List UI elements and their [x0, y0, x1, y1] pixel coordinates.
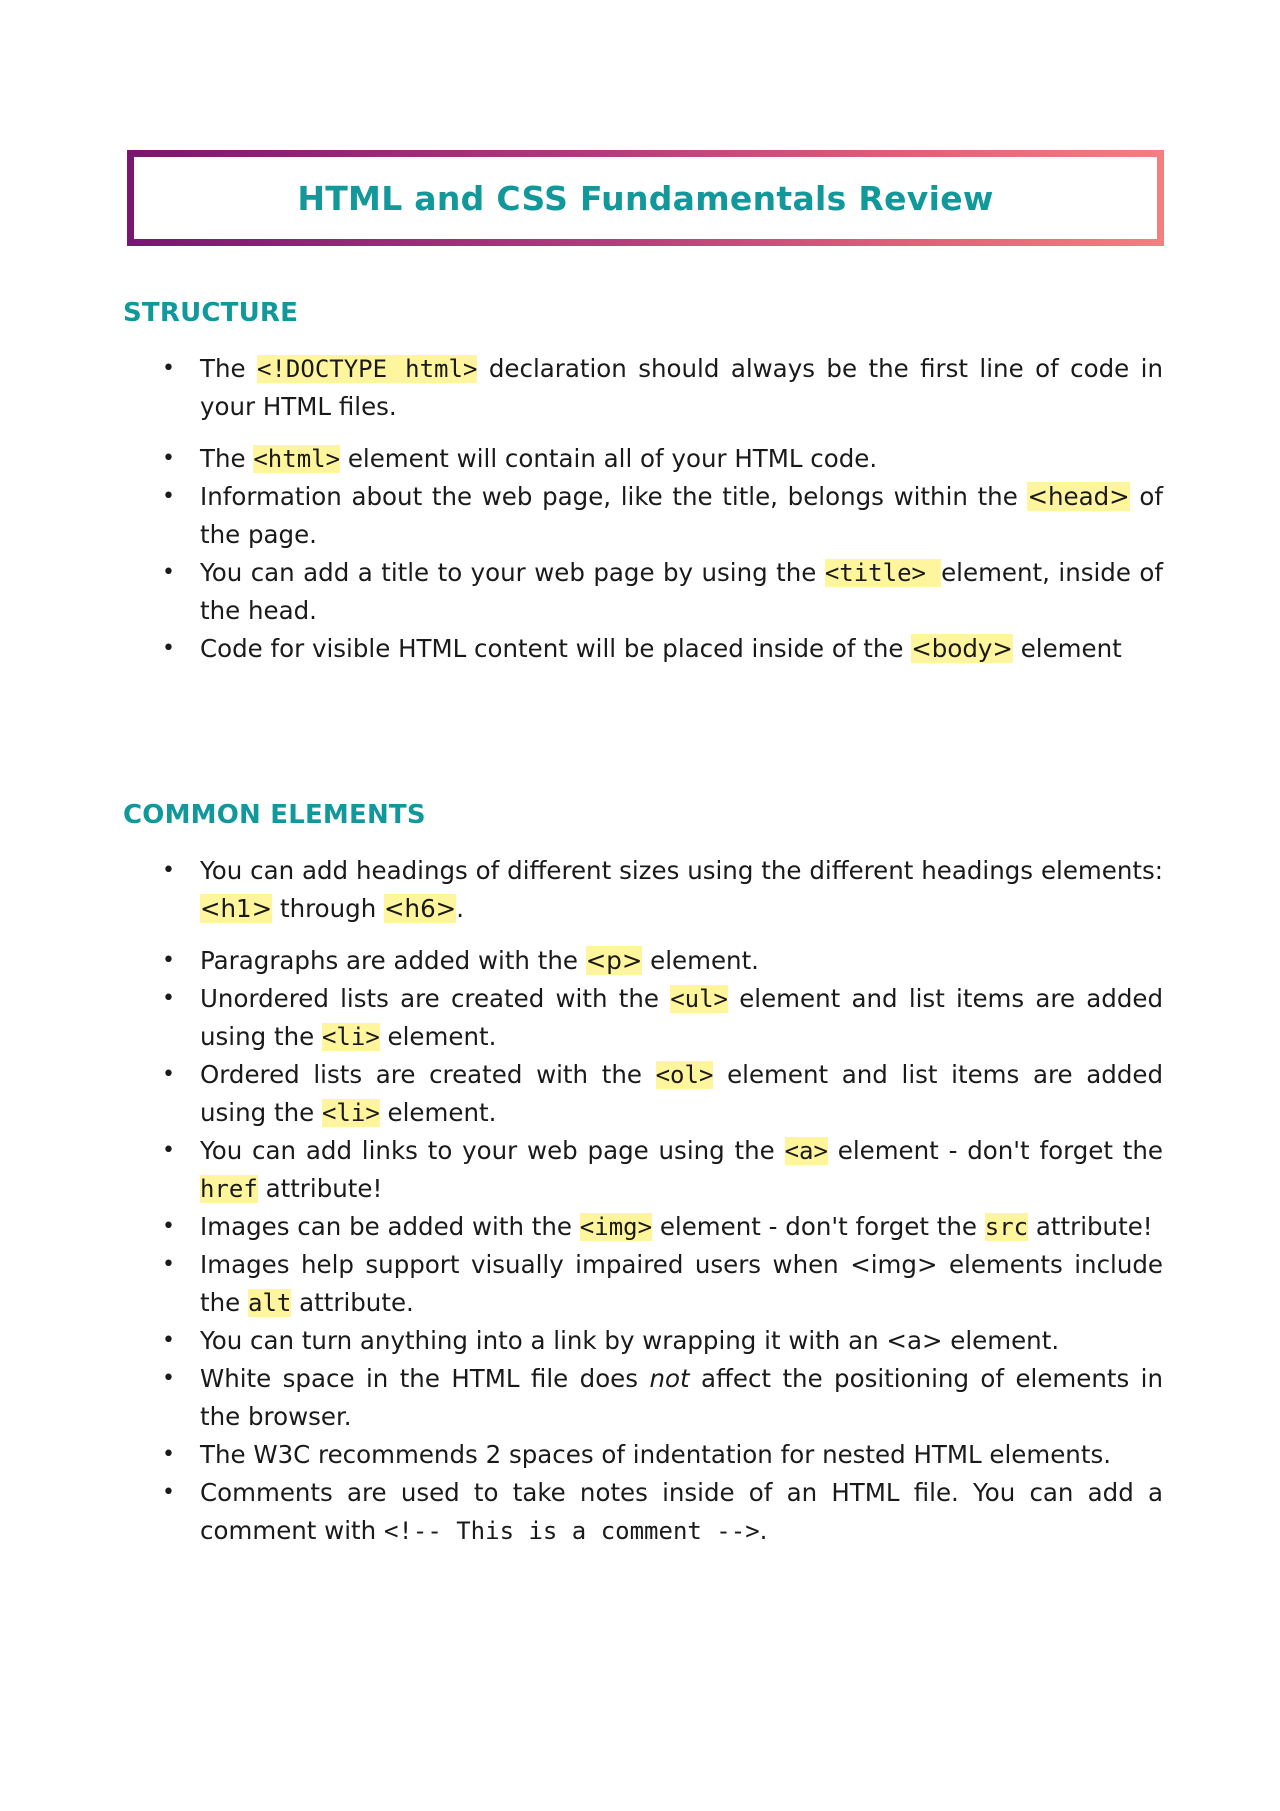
list-item: • Images help support visually impaired users when <img> elements include the alt attribute.	[200, 1246, 1163, 1322]
code-highlight: <li>	[321, 1099, 380, 1127]
title-banner-inner	[134, 157, 1157, 239]
list-item: • You can add headings of different sizes using the different headings elements: <h1> through <h6>.	[200, 852, 1163, 928]
list-item: • The <!DOCTYPE html> declaration should always be the first line of code in your HTML files.	[200, 350, 1163, 426]
title-banner	[127, 150, 1164, 246]
list-item: • Images can be added with the <img> element - don't forget the src attribute!	[200, 1208, 1163, 1246]
code-highlight: src	[984, 1213, 1029, 1241]
code-highlight: <body>	[911, 634, 1013, 663]
code-highlight: <a>	[784, 1137, 828, 1165]
list-item: • The <html> element will contain all of your HTML code.	[200, 440, 1163, 478]
list-item: • Unordered lists are created with the <ul> element and list items are added using the <li> element.	[200, 980, 1163, 1056]
list-item: • The W3C recommends 2 spaces of indentation for nested HTML elements.	[200, 1436, 1163, 1474]
emphasis-text: not	[649, 1364, 690, 1393]
code-highlight: <li>	[321, 1023, 380, 1051]
code-highlight: <h6>	[384, 894, 457, 923]
list-item: • White space in the HTML file does not affect the positioning of elements in the browser.	[200, 1360, 1163, 1436]
list-item: • Code for visible HTML content will be placed inside of the <body> element	[200, 630, 1163, 668]
code-highlight: <title>	[824, 559, 942, 587]
list-item: • Ordered lists are created with the <ol> element and list items are added using the <li> element.	[200, 1056, 1163, 1132]
list-item: • Information about the web page, like the title, belongs within the <head> of the page.	[200, 478, 1163, 554]
code-highlight: <img>	[579, 1213, 653, 1241]
section-heading-common-elements: COMMON ELEMENTS	[123, 800, 426, 830]
code-highlight: href	[200, 1175, 258, 1203]
code-highlight: <ol>	[655, 1061, 714, 1089]
code-highlight: <!DOCTYPE html>	[257, 355, 478, 383]
list-item: • Paragraphs are added with the <p> element.	[200, 942, 1163, 980]
list-item: • Comments are used to take notes inside of an HTML file. You can add a comment with <!-- This is a comment -->.	[200, 1474, 1163, 1550]
code-highlight: <head>	[1027, 482, 1130, 511]
list-item: • You can add a title to your web page by using the <title> element, inside of the head.	[200, 554, 1163, 630]
list-item: • You can turn anything into a link by wrapping it with an <a> element.	[200, 1322, 1163, 1360]
code-highlight: <html>	[253, 445, 341, 473]
section-heading-structure: STRUCTURE	[123, 298, 299, 328]
list-item: • You can add links to your web page using the <a> element - don't forget the href attribute!	[200, 1132, 1163, 1208]
code-highlight: alt	[248, 1289, 292, 1317]
code-inline: <!-- This is a comment -->	[383, 1517, 760, 1545]
code-highlight: <h1>	[200, 894, 273, 923]
code-highlight: <p>	[585, 946, 643, 975]
document-title: HTML and CSS Fundamentals Review	[297, 178, 994, 218]
common-elements-list	[0, 852, 1280, 1550]
code-highlight: <ul>	[670, 985, 728, 1013]
structure-list	[0, 350, 1280, 668]
